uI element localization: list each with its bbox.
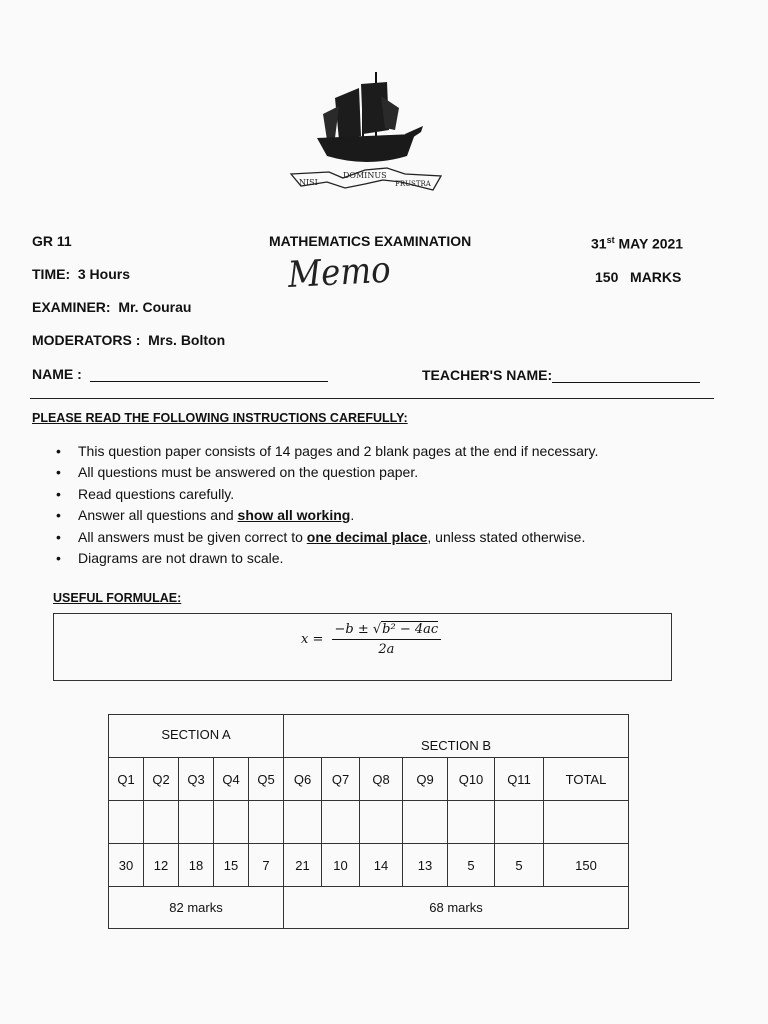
max-mark-cell: 14: [360, 844, 403, 887]
examiner-label: EXAMINER: Mr. Courau: [32, 299, 192, 315]
instruction-text: Answer all questions and: [78, 507, 238, 524]
total-score-cell[interactable]: [544, 801, 629, 844]
max-mark-cell: 15: [214, 844, 249, 887]
max-mark-cell: 5: [495, 844, 544, 887]
score-cell[interactable]: [144, 801, 179, 844]
teacher-name-field[interactable]: [422, 367, 700, 383]
formula-lhs: x =: [301, 632, 324, 647]
instruction-item: [78, 505, 598, 526]
section-a-total: 82 marks: [109, 887, 284, 929]
score-cell[interactable]: [249, 801, 284, 844]
instructions-title: PLEASE READ THE FOLLOWING INSTRUCTIONS CAREFULLY:: [32, 411, 408, 425]
question-header: Q9: [403, 758, 448, 801]
question-header: Q2: [144, 758, 179, 801]
score-cell[interactable]: [109, 801, 144, 844]
instruction-item: • This question paper consists of 14 pages and 2 blank pages at the end if necessary.: [78, 441, 598, 462]
quadratic-formula: [301, 622, 441, 657]
moderators-label: MODERATORS : Mrs. Bolton: [32, 332, 226, 348]
score-cell[interactable]: [322, 801, 360, 844]
max-mark-cell: 7: [249, 844, 284, 887]
max-mark-cell: 12: [144, 844, 179, 887]
instruction-item: • All questions must be answered on the question paper.: [78, 462, 598, 483]
question-header: Q3: [179, 758, 214, 801]
marks-table: [108, 714, 629, 929]
max-mark-cell: 13: [403, 844, 448, 887]
section-a-header: SECTION A: [109, 715, 284, 758]
date-month-year: MAY 2021: [614, 235, 684, 252]
max-marks-row: [109, 844, 629, 887]
date-day: 31: [591, 235, 607, 252]
exam-date: [591, 235, 683, 252]
section-b-header: SECTION B: [284, 715, 629, 758]
question-header: Q1: [109, 758, 144, 801]
motto-right: FRUSTRA: [395, 180, 431, 188]
instruction-item: [78, 527, 598, 548]
emphasis-show-working: show all working: [237, 507, 351, 524]
score-cell[interactable]: [495, 801, 544, 844]
score-cell[interactable]: [179, 801, 214, 844]
max-mark-cell: 18: [179, 844, 214, 887]
instruction-text: All answers must be given correct to: [78, 528, 307, 545]
question-header: Q8: [360, 758, 403, 801]
formula-box: [53, 613, 672, 681]
max-mark-cell: 21: [284, 844, 322, 887]
total-marks: 150 MARKS: [595, 269, 682, 285]
formula-fraction: [332, 622, 442, 657]
header-divider: [30, 398, 714, 399]
max-mark-cell: 5: [448, 844, 495, 887]
question-header: Q4: [214, 758, 249, 801]
question-header: Q7: [322, 758, 360, 801]
question-row: [109, 758, 629, 801]
instructions-list: [56, 441, 598, 569]
section-totals-row: [109, 887, 629, 929]
handwritten-memo: Memo: [287, 249, 392, 296]
question-header: Q11: [495, 758, 544, 801]
score-cell[interactable]: [284, 801, 322, 844]
total-header: TOTAL: [544, 758, 629, 801]
date-suffix: st: [606, 235, 615, 245]
numerator-part: −b ± √: [334, 622, 382, 637]
emphasis-decimal-place: one decimal place: [306, 528, 428, 545]
score-cell[interactable]: [360, 801, 403, 844]
instruction-text: , unless stated otherwise.: [427, 528, 586, 545]
question-header: Q10: [448, 758, 495, 801]
instruction-item: • Read questions carefully.: [78, 484, 598, 505]
formula-numerator: [332, 622, 442, 640]
question-header: Q5: [249, 758, 284, 801]
score-cell[interactable]: [403, 801, 448, 844]
max-mark-cell: 10: [322, 844, 360, 887]
score-cell[interactable]: [214, 801, 249, 844]
time-label: TIME: 3 Hours: [32, 266, 131, 282]
teacher-name-blank[interactable]: [552, 368, 700, 383]
score-cell[interactable]: [448, 801, 495, 844]
motto-middle: DOMINUS: [343, 171, 387, 180]
name-field[interactable]: [32, 366, 328, 382]
instruction-item: • Diagrams are not drawn to scale.: [78, 548, 598, 569]
motto-left: NISI: [299, 178, 318, 187]
name-blank[interactable]: [90, 367, 328, 382]
max-total-cell: 150: [544, 844, 629, 887]
max-mark-cell: 30: [109, 844, 144, 887]
exam-title: MATHEMATICS EXAMINATION: [269, 233, 472, 249]
section-b-total: 68 marks: [284, 887, 629, 929]
score-entry-row: [109, 801, 629, 844]
formulae-title: USEFUL FORMULAE:: [53, 591, 182, 605]
instruction-text: .: [350, 507, 355, 524]
ship-crest-icon: [283, 68, 448, 198]
formula-denominator: 2a: [378, 642, 395, 657]
name-label: NAME :: [32, 366, 82, 382]
discriminant: b² − 4ac: [382, 622, 439, 637]
question-header: Q6: [284, 758, 322, 801]
teacher-name-label: TEACHER'S NAME:: [422, 367, 553, 383]
school-crest: [283, 68, 448, 198]
grade-label: GR 11: [32, 233, 72, 249]
